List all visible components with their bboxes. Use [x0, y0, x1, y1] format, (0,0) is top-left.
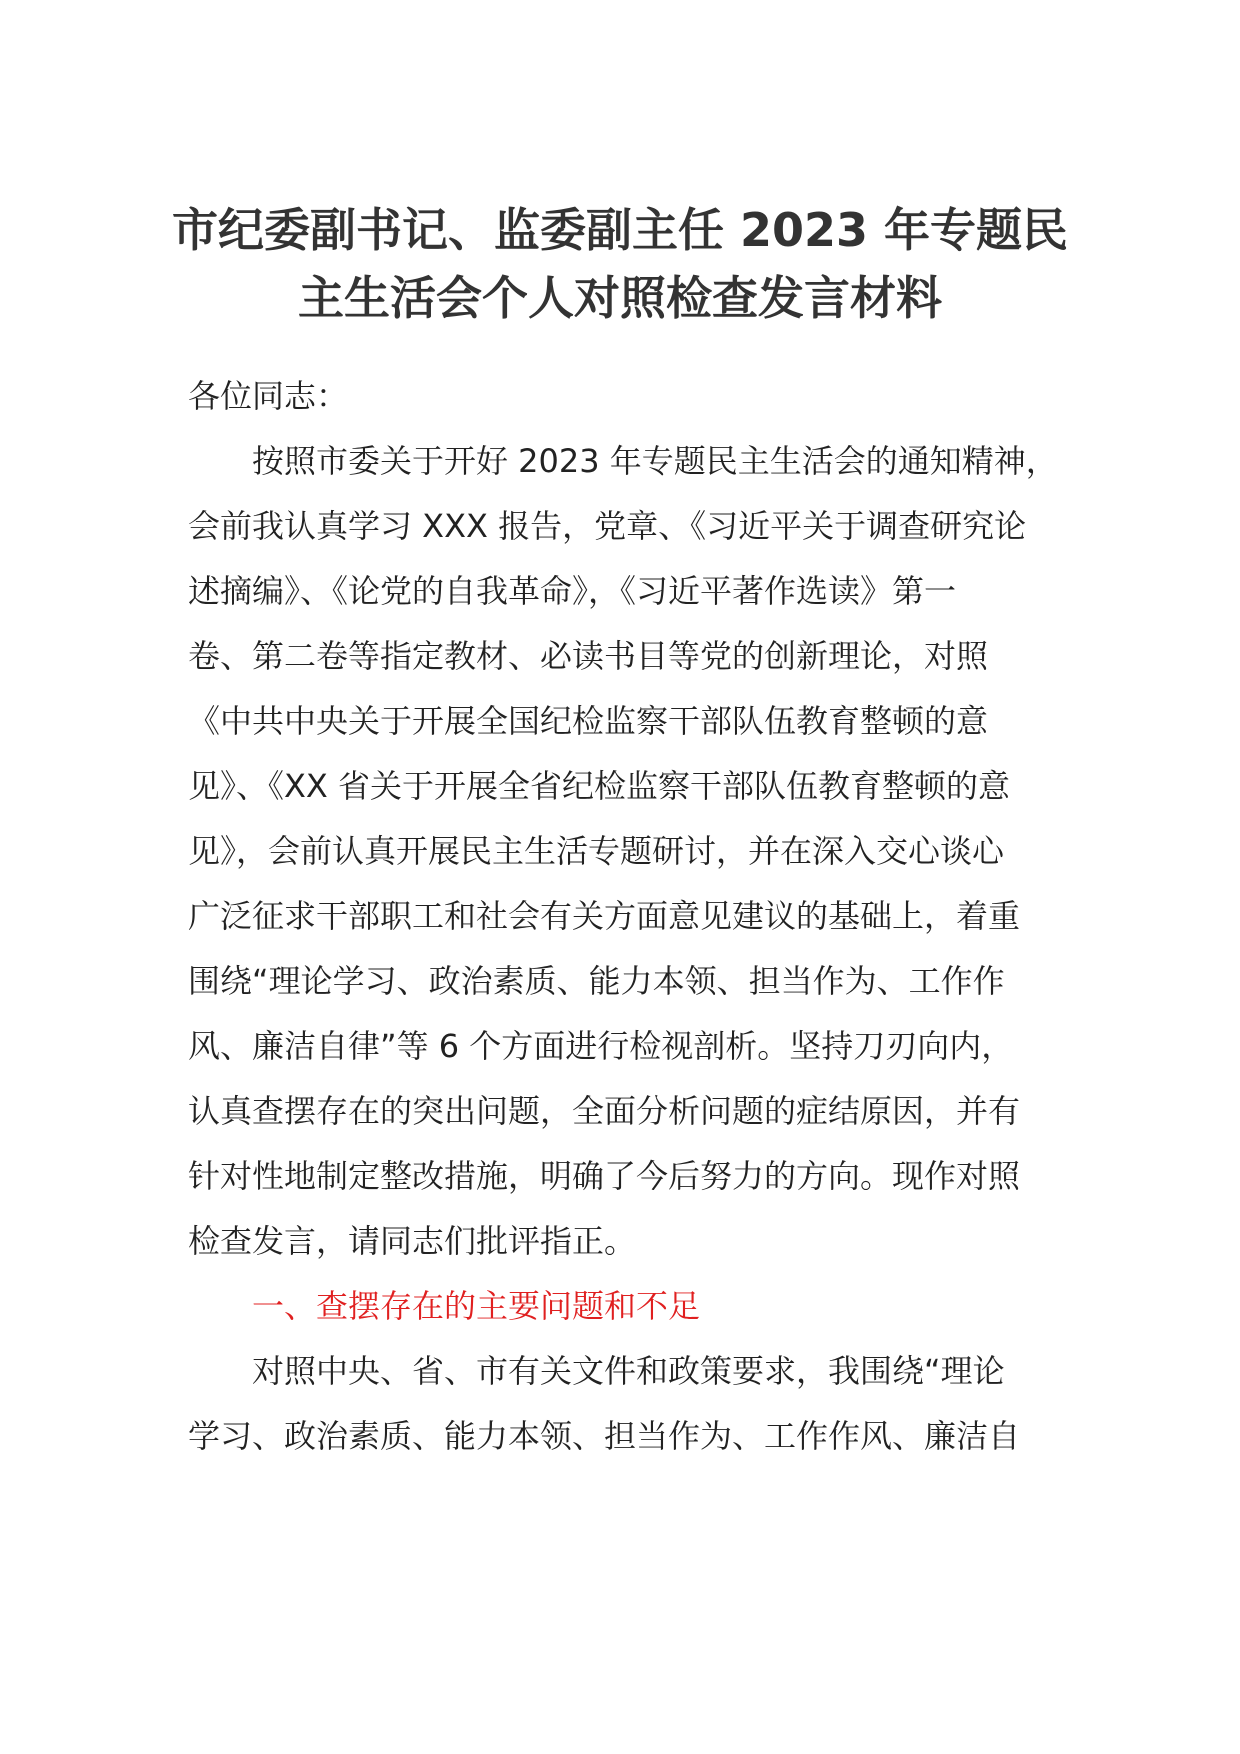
paragraph-section1 [188, 1339, 1058, 1469]
paragraph-intro [188, 429, 1058, 1274]
text-line: 广泛征求干部职工和社会有关方面意见建议的基础上，着重 [188, 897, 1021, 935]
section-heading-1: 一、查摆存在的主要问题和不足 [252, 1287, 701, 1325]
document-body [188, 364, 1058, 1469]
text-line: 认真查摆存在的突出问题，全面分析问题的症结原因，并有 [188, 1092, 1021, 1130]
title-line-1: 市纪委副书记、监委副主任 2023 年专题民 [171, 203, 1069, 257]
text-line: 针对性地制定整改措施，明确了今后努力的方向。现作对照 [188, 1157, 1021, 1195]
text-line: 围绕“理论学习、政治素质、能力本领、担当作为、工作作 [188, 962, 1005, 1000]
title-line-2: 主生活会个人对照检查发言材料 [298, 271, 942, 325]
salutation: 各位同志： [188, 377, 349, 415]
text-line: 会前我认真学习 XXX 报告，党章、《习近平关于调查研究论 [188, 507, 1027, 545]
text-line: 卷、第二卷等指定教材、必读书目等党的创新理论，对照 [188, 637, 989, 675]
text-line: 按照市委关于开好 2023 年专题民主生活会的通知精神， [252, 442, 1058, 480]
text-line: 述摘编》、《论党的自我革命》，《习近平著作选读》第一 [188, 572, 957, 610]
text-line: 见》，会前认真开展民主生活专题研讨，并在深入交心谈心 [188, 832, 1005, 870]
text-line: 见》、《XX 省关于开展全省纪检监察干部队伍教育整顿的意 [188, 767, 1011, 805]
document-title [140, 196, 1100, 332]
text-line: 《中共中央关于开展全国纪检监察干部队伍教育整顿的意 [188, 702, 989, 740]
text-line: 风、廉洁自律”等 6 个方面进行检视剖析。坚持刀刃向内， [188, 1027, 1014, 1065]
text-line: 检查发言，请同志们批评指正。 [188, 1222, 637, 1260]
text-line: 对照中央、省、市有关文件和政策要求，我围绕“理论 [252, 1352, 1005, 1390]
text-line: 学习、政治素质、能力本领、担当作为、工作作风、廉洁自 [188, 1417, 1021, 1455]
